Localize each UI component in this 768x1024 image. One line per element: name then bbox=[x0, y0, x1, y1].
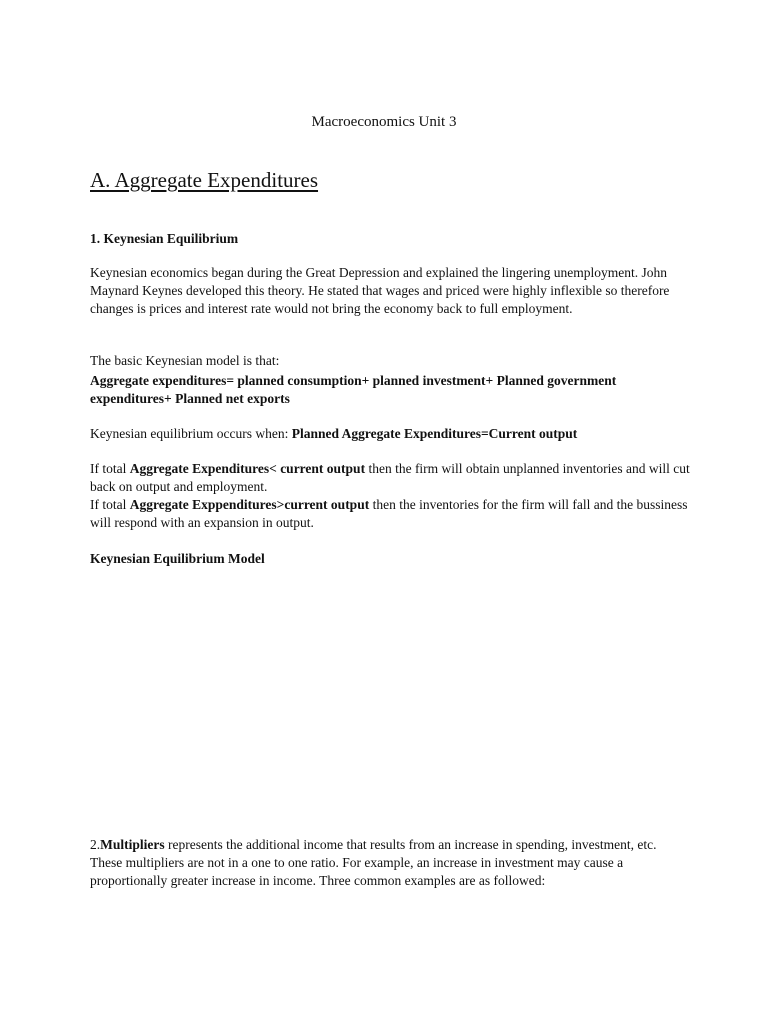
case1-bold: Aggregate Expenditures< current output bbox=[129, 461, 366, 476]
equilibrium-bold: Planned Aggregate Expenditures=Current output bbox=[291, 426, 578, 441]
case2-bold: Aggregate Exppenditures>current output bbox=[129, 497, 370, 512]
multipliers-term: Multipliers bbox=[100, 837, 165, 852]
figure-placeholder bbox=[90, 580, 680, 820]
case1-post: then the firm will obtain unplanned inventories and will cut back on output and employment. bbox=[90, 461, 690, 494]
model-intro: The basic Keynesian model is that: bbox=[90, 353, 280, 368]
multipliers-number: 2. bbox=[90, 837, 101, 852]
model-formula: Aggregate expenditures= planned consumption+ planned investment+ Planned government expenditures+ Planned net exports bbox=[90, 373, 617, 406]
case-greater-than bbox=[90, 496, 690, 532]
case2-pre: If total bbox=[90, 497, 130, 512]
document-title: Macroeconomics Unit 3 bbox=[311, 114, 457, 130]
equilibrium-condition bbox=[90, 425, 690, 443]
section-heading: A. Aggregate Expenditures bbox=[90, 168, 319, 192]
case2-post: then the inventories for the firm will fall and the bussiness will respond with an expansion in output. bbox=[90, 497, 688, 530]
paragraph-keynesian-economics: Keynesian economics began during the Great Depression and explained the lingering unemployment. John Maynard Keynes developed this theory. He stated that wages and priced were highly inflexible so therefore changes is prices and interest rate would not bring the economy back to full employment. bbox=[90, 265, 670, 316]
paragraph-multipliers bbox=[90, 836, 690, 890]
case-less-than bbox=[90, 460, 690, 496]
equilibrium-text: Keynesian equilibrium occurs when: bbox=[90, 426, 292, 441]
multipliers-text: represents the additional income that results from an increase in spending, investment, etc. These multipliers are not in a one to one ratio. For example, an increase in investment may cause a proportionally greater increase in income. Three common examples are as followed: bbox=[90, 837, 657, 888]
model-heading: Keynesian Equilibrium Model bbox=[90, 551, 265, 566]
case1-pre: If total bbox=[90, 461, 130, 476]
subheading-keynesian-equilibrium: 1. Keynesian Equilibrium bbox=[90, 231, 239, 246]
